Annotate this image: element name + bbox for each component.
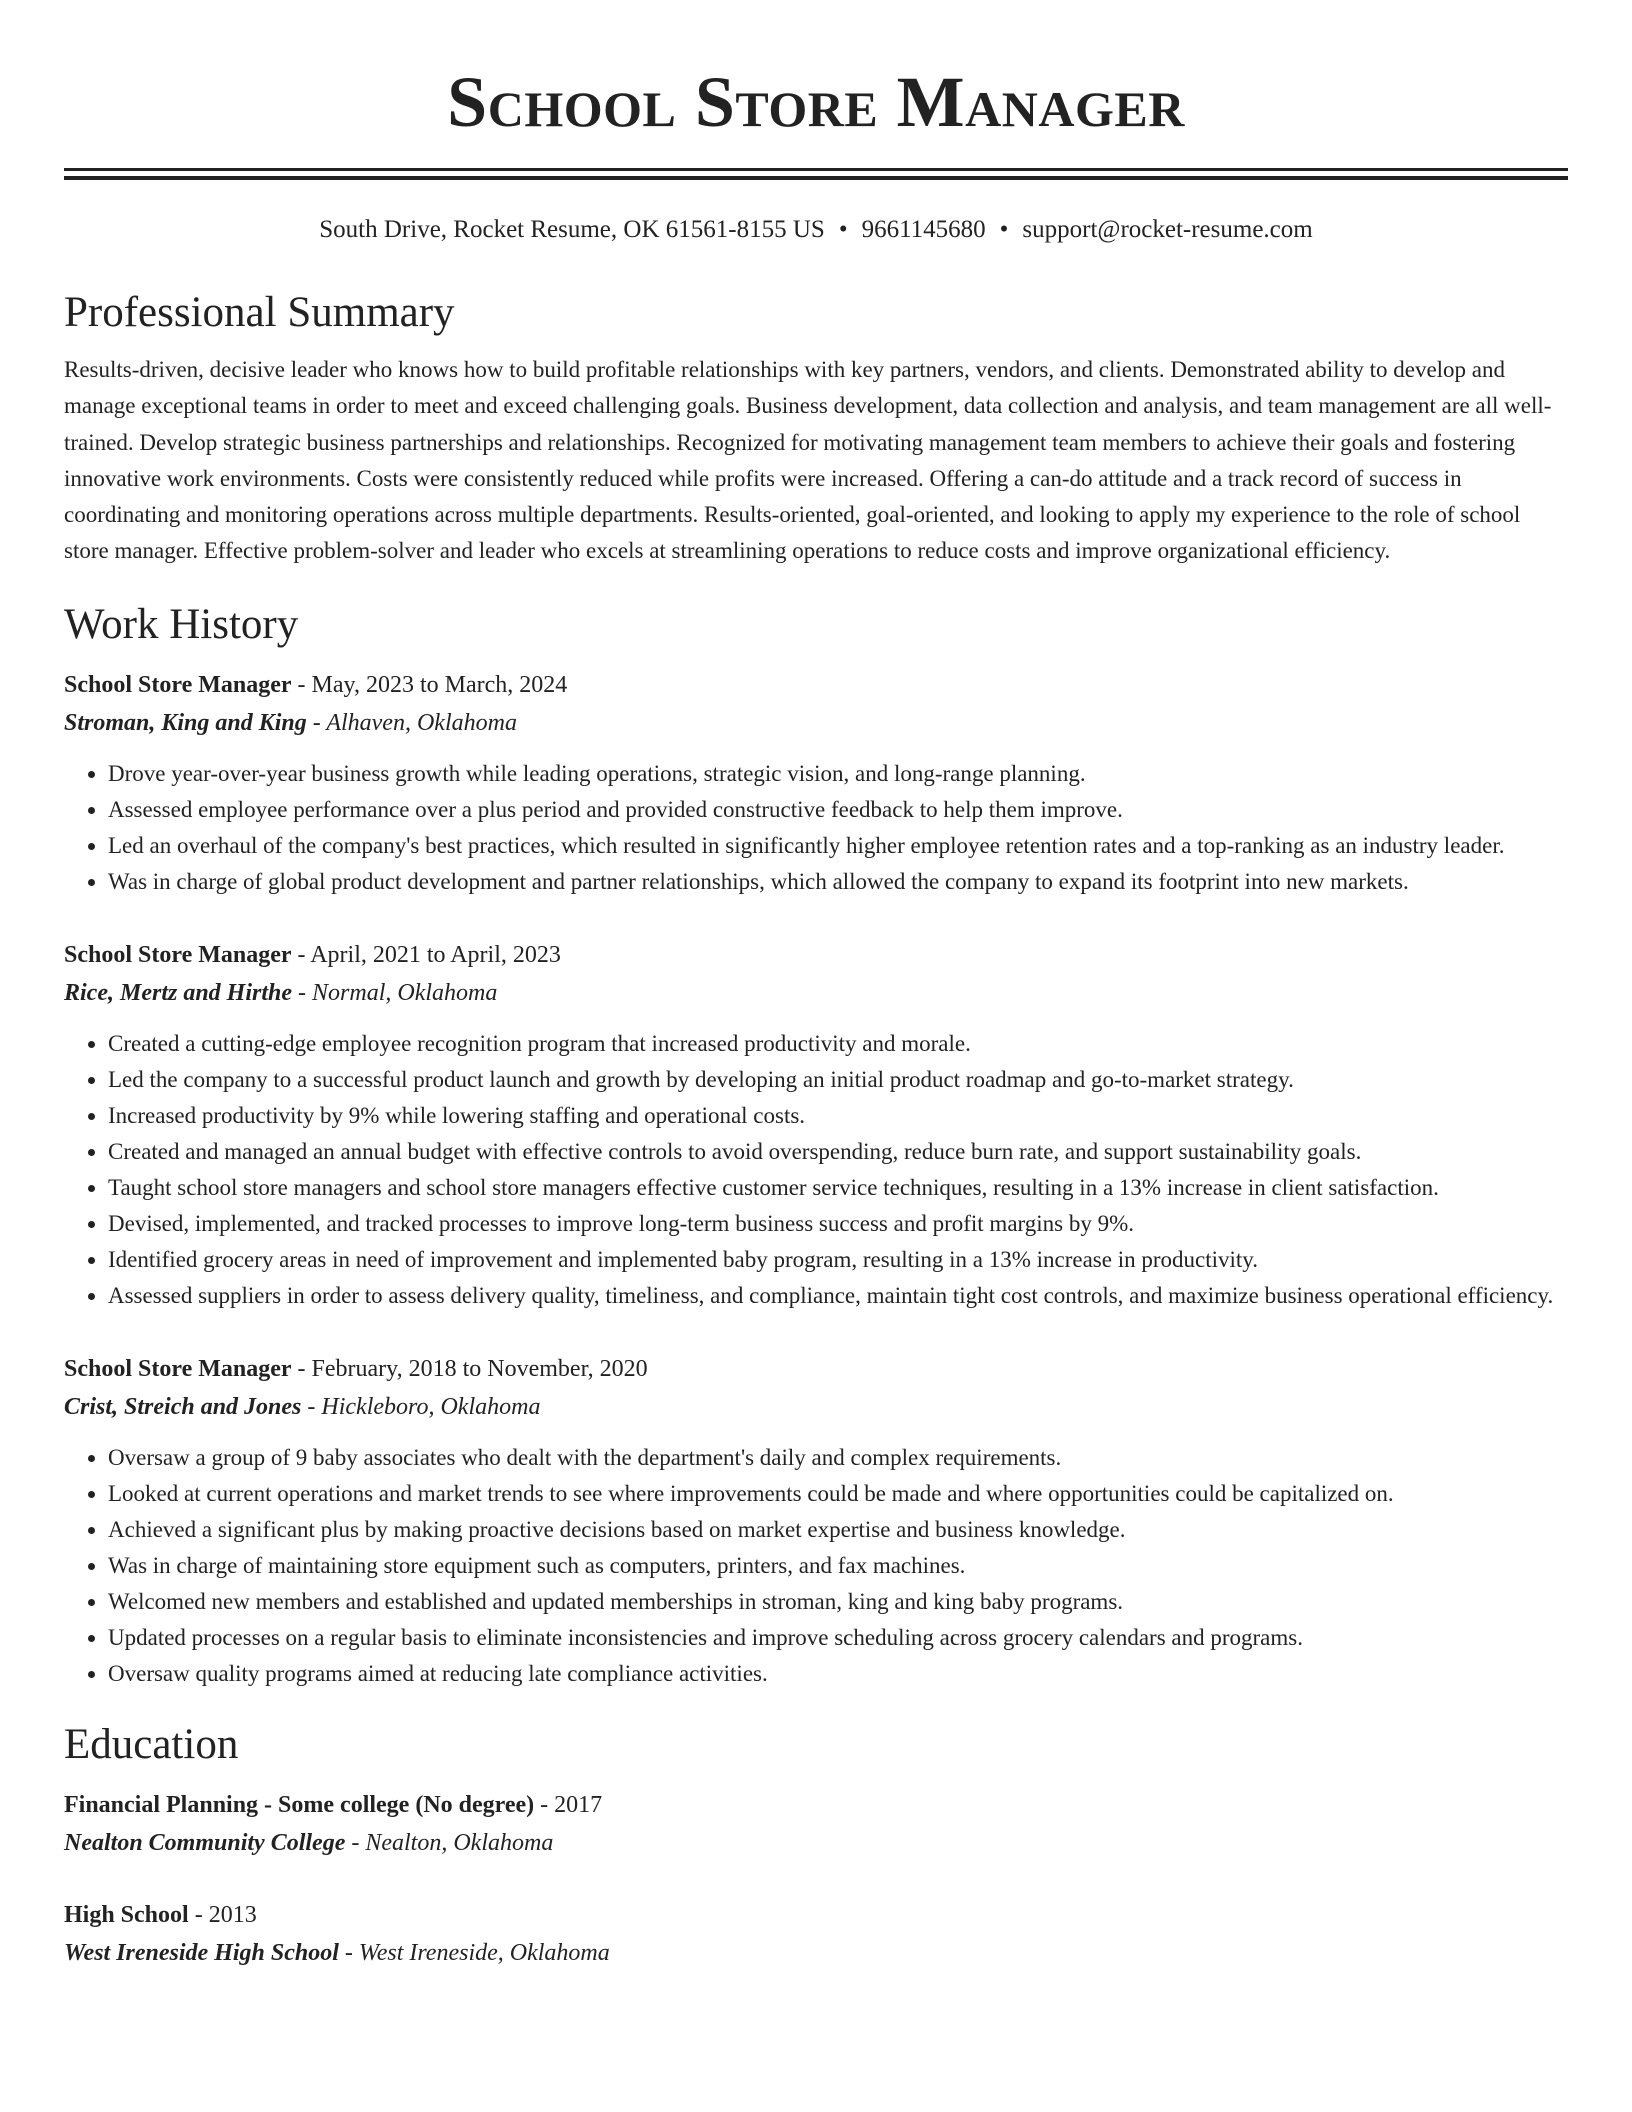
summary-heading: Professional Summary (64, 289, 455, 336)
list-item: • Welcomed new members and established and updated memberships in stroman, king and king baby programs. (108, 1584, 1568, 1620)
job-bullets (64, 1440, 1568, 1692)
education-location: - Nealton, Oklahoma (345, 1829, 554, 1856)
job-title-line (64, 936, 1568, 974)
contact-email: support@rocket-resume.com (1022, 216, 1313, 243)
list-item: • Drove year-over-year business growth while leading operations, strategic vision, and long-range planning. (108, 756, 1568, 792)
list-item: • Created a cutting-edge employee recognition program that increased productivity and morale. (108, 1026, 1568, 1062)
list-item: • Identified grocery areas in need of improvement and implemented baby program, resulting in a 13% increase in productivity. (108, 1242, 1568, 1278)
education-school-line (64, 1934, 1568, 1972)
list-item: • Looked at current operations and market trends to see where improvements could be made and where opportunities could be capitalized on. (108, 1476, 1568, 1512)
contact-separator: • (999, 216, 1009, 243)
education-entry (64, 1896, 1568, 1972)
job-entry (64, 666, 1568, 900)
education-entry (64, 1786, 1568, 1862)
contact-address: South Drive, Rocket Resume, OK 61561-8155 US (319, 216, 825, 243)
job-location: - Normal, Oklahoma (292, 979, 498, 1006)
resume-content (64, 0, 1568, 1972)
job-company: Crist, Streich and Jones (64, 1393, 302, 1420)
list-item: • Taught school store managers and school store managers effective customer service techniques, resulting in a 13% increase in client satisfaction. (108, 1170, 1568, 1206)
list-item: • Assessed suppliers in order to assess delivery quality, timeliness, and compliance, maintain tight cost controls, and maximize business operational efficiency. (108, 1278, 1568, 1314)
list-item: • Led an overhaul of the company's best practices, which resulted in significantly higher employee retention rates and a top-ranking as an industry leader. (108, 828, 1568, 864)
education-school: Nealton Community College (64, 1829, 346, 1856)
education-degree-line (64, 1786, 1568, 1824)
job-location: - Hickleboro, Oklahoma (301, 1393, 541, 1420)
education-degree: High School (64, 1901, 189, 1928)
job-entry (64, 1350, 1568, 1692)
job-company: Rice, Mertz and Hirthe (64, 979, 293, 1006)
list-item: • Was in charge of global product development and partner relationships, which allowed the company to expand its footprint into new markets. (108, 864, 1568, 900)
job-company-line (64, 1388, 1568, 1426)
job-dates: - May, 2023 to March, 2024 (291, 671, 568, 698)
job-bullets (64, 756, 1568, 900)
job-dates: - April, 2021 to April, 2023 (291, 941, 561, 968)
education-degree: Financial Planning - Some college (No degree) (64, 1791, 535, 1818)
title-rule-bottom (64, 176, 1568, 180)
list-item: • Created and managed an annual budget with effective controls to avoid overspending, reduce burn rate, and support sustainability goals. (108, 1134, 1568, 1170)
list-item: • Assessed employee performance over a plus period and provided constructive feedback to help them improve. (108, 792, 1568, 828)
job-title: School Store Manager (64, 941, 292, 968)
list-item: • Devised, implemented, and tracked processes to improve long-term business success and profit margins by 9%. (108, 1206, 1568, 1242)
education-school-line (64, 1824, 1568, 1862)
list-item: • Led the company to a successful product launch and growth by developing an initial product roadmap and go-to-market strategy. (108, 1062, 1568, 1098)
contact-phone: 9661145680 (861, 216, 986, 243)
resume-title: School Store Manager (447, 62, 1185, 142)
list-item: • Increased productivity by 9% while lowering staffing and operational costs. (108, 1098, 1568, 1134)
contact-separator: • (838, 216, 848, 243)
job-title: School Store Manager (64, 671, 292, 698)
job-dates: - February, 2018 to November, 2020 (291, 1355, 648, 1382)
list-item: • Was in charge of maintaining store equipment such as computers, printers, and fax machines. (108, 1548, 1568, 1584)
summary-text: Results-driven, decisive leader who knows how to build profitable relationships with key partners, vendors, and clients. Demonstrated ability to develop and manage exceptional teams in order to meet and exceed challenging goals. Business development, data collection and analysis, and team management are all well-trained. Develop strategic business partnerships and relationships. Recognized for motivating management team members to achieve their goals and fostering innovative work environments. Costs were consistently reduced while profits were increased. Offering a can-do attitude and a track record of success in coordinating and monitoring operations across multiple departments. Results-oriented, goal-oriented, and looking to apply my experience to the role of school store manager. Effective problem-solver and leader who excels at streamlining operations to reduce costs and improve organizational efficiency. (64, 357, 1552, 564)
list-item: • Oversaw a group of 9 baby associates who dealt with the department's daily and complex requirements. (108, 1440, 1568, 1476)
job-entry (64, 936, 1568, 1314)
education-degree-line (64, 1896, 1568, 1934)
education-year: - 2013 (188, 1901, 257, 1928)
list-item: • Achieved a significant plus by making proactive decisions based on market expertise and business knowledge. (108, 1512, 1568, 1548)
education-school: West Ireneside High School (64, 1939, 339, 1966)
education-location: - West Ireneside, Oklahoma (338, 1939, 610, 1966)
list-item: • Oversaw quality programs aimed at reducing late compliance activities. (108, 1656, 1568, 1692)
education-year: - 2017 (534, 1791, 603, 1818)
education-heading: Education (64, 1720, 239, 1768)
job-title-line (64, 1350, 1568, 1388)
job-title-line (64, 666, 1568, 704)
list-item: • Updated processes on a regular basis to eliminate inconsistencies and improve scheduling across grocery calendars and programs. (108, 1620, 1568, 1656)
job-title: School Store Manager (64, 1355, 292, 1382)
contact-line (64, 214, 1568, 246)
work-history-heading: Work History (64, 600, 299, 648)
job-bullets (64, 1026, 1568, 1314)
job-company: Stroman, King and King (64, 709, 307, 736)
job-company-line (64, 704, 1568, 742)
job-location: - Alhaven, Oklahoma (306, 709, 517, 736)
job-company-line (64, 974, 1568, 1012)
title-rule-top (64, 168, 1568, 171)
